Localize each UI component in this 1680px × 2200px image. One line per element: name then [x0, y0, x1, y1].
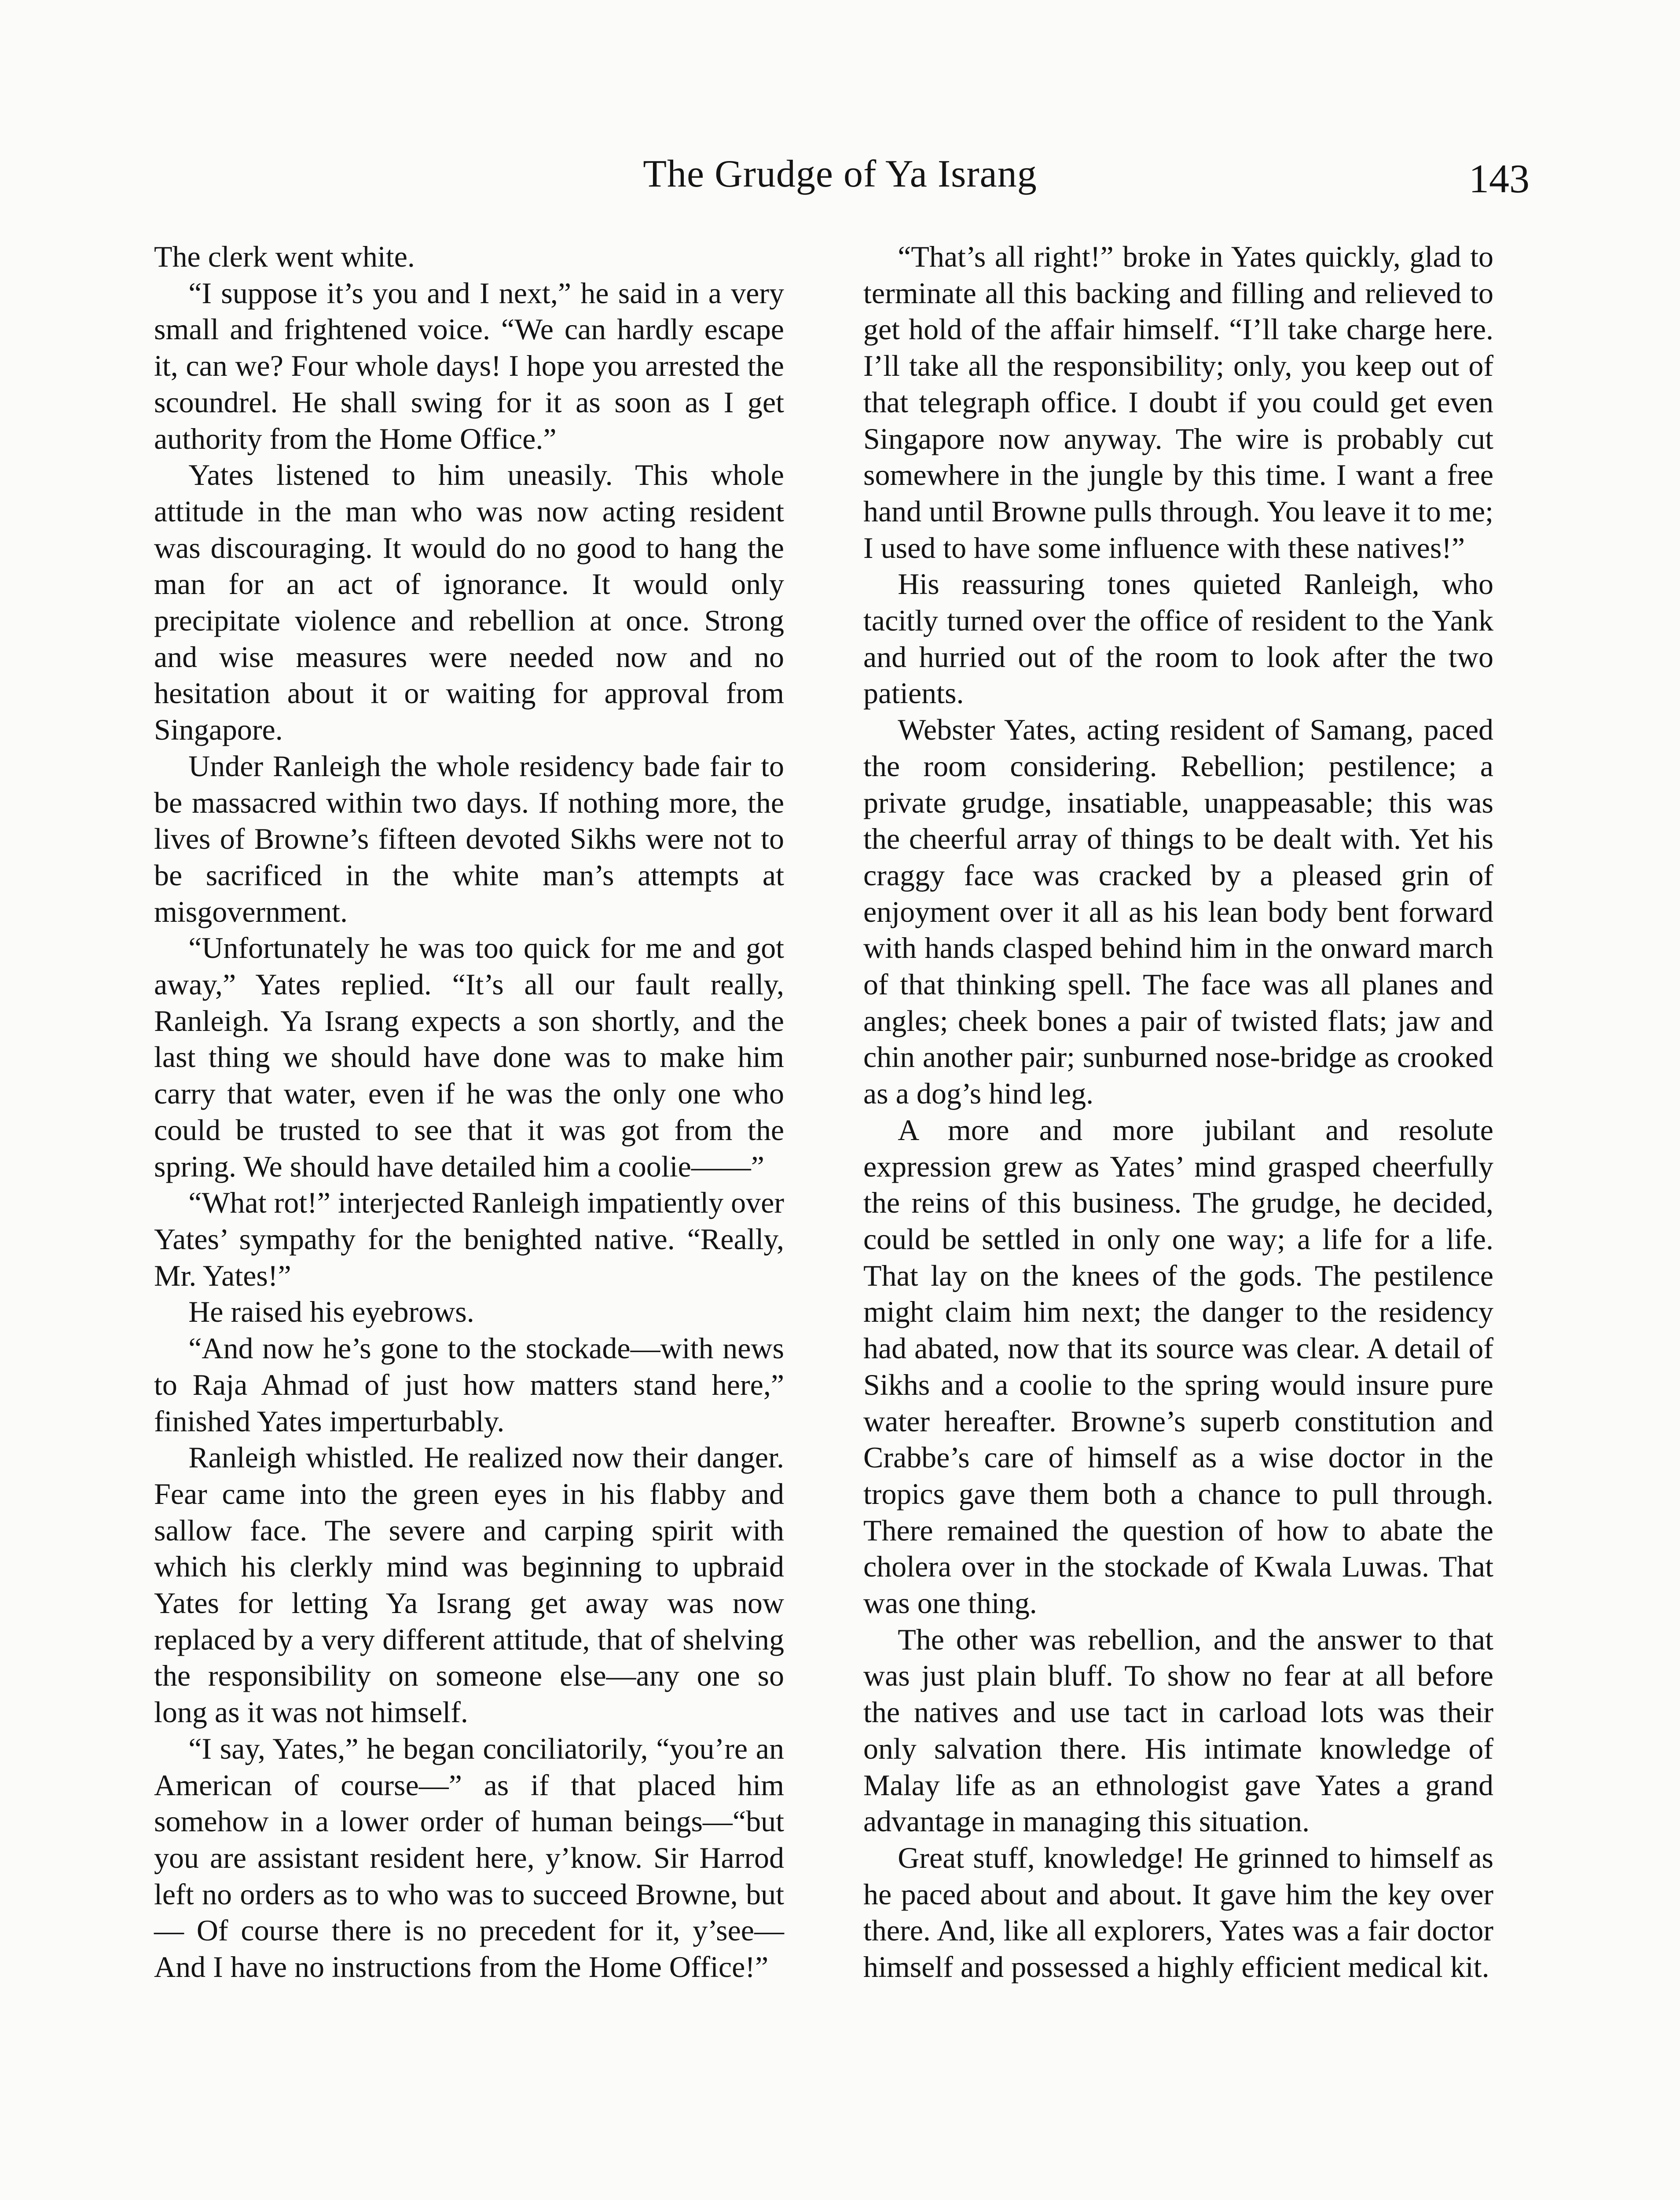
paragraph: His reassuring tones quieted Ranleigh, who tacitly turned over the office of resident to the Yank and hurried out of the room to look after the two patients.	[863, 567, 1493, 710]
paragraph: The other was rebellion, and the answer to that was just plain bluff. To show no fear at all before the natives and use tact in carload lots was their only salvation there. His intimate knowledge of Malay life as an ethnologist gave Yates a grand advantage in managing this situation.	[863, 1622, 1493, 1838]
running-head-title: The Grudge of Ya Israng	[643, 153, 1037, 195]
paragraph: “And now he’s gone to the stockade—with news to Raja Ahmad of just how matters stand here,” finished Yates imperturbably.	[154, 1331, 784, 1438]
paragraph: Under Ranleigh the whole residency bade fair to be massacred within two days. If nothing more, the lives of Browne’s fifteen devoted Sikhs were not to be sacrificed in the white man’s attempts at misgovernment.	[154, 749, 784, 928]
paragraph: The clerk went white.	[154, 240, 415, 273]
paragraph: Yates listened to him uneasily. This whole attitude in the man who was now acting resident was discouraging. It would do no good to hang the man for an act of ignorance. It would only precipitate violence and rebellion at once. Strong and wise measures were needed now and no hesitation about it or waiting for approval from Singapore.	[154, 458, 784, 747]
paragraph: Great stuff, knowledge! He grinned to himself as he paced about and about. It gave him the key over there. And, like all explorers, Yates was a fair doctor himself and possessed a highly efficient medical kit.	[863, 1841, 1493, 1984]
paragraph: “I suppose it’s you and I next,” he said in a very small and frightened voice. “We can hardly escape it, can we? Four whole days! I hope you arrested the scoundrel. He shall swing for it as soon as I get authority from the Home Office.”	[154, 276, 784, 455]
paragraph: “What rot!” interjected Ranleigh impatiently over Yates’ sympathy for the benighted native. “Really, Mr. Yates!”	[154, 1186, 784, 1292]
paragraph: Ranleigh whistled. He realized now their danger. Fear came into the green eyes in his flabby and sallow face. The severe and carping spirit with which his clerkly mind was beginning to upbraid Yates for letting Ya Israng get away was now replaced by a very different attitude, that of shelving the responsibility on someone else—any one so long as it was not himself.	[154, 1441, 784, 1729]
paragraph: Webster Yates, acting resident of Samang, paced the room considering. Rebellion; pestilence; a private grudge, insatiable, unappeasable; this was the cheerful array of things to be dealt with. Yet his craggy face was cracked by a pleased grin of enjoyment over it all as his lean body bent forward with hands clasped behind him in the onward march of that thinking spell. The face was all planes and angles; cheek bones a pair of twisted flats; jaw and chin another pair; sunburned nose-bridge as crooked as a dog’s hind leg.	[863, 713, 1493, 1111]
paragraph: “That’s all right!” broke in Yates quickly, glad to terminate all this backing and filling and relieved to get hold of the affair himself. “I’ll take charge here. I’ll take all the responsibility; only, you keep out of that telegraph office. I doubt if you could get even Singapore now anyway. The wire is probably cut somewhere in the jungle by this time. I want a free hand until Browne pulls through. You leave it to me; I used to have some influence with these natives!”	[863, 240, 1493, 565]
page-number: 143	[1469, 156, 1530, 201]
paragraph: He raised his eyebrows.	[188, 1295, 474, 1329]
left-text-column	[154, 238, 784, 1985]
paragraph: “Unfortunately he was too quick for me and got away,” Yates replied. “It’s all our fault really, Ranleigh. Ya Israng expects a son shortly, and the last thing we should have done was to make him carry that water, even if he was the only one who could be trusted to see that it was got from the spring. We should have detailed him a coolie——”	[154, 931, 784, 1183]
right-text-column	[863, 238, 1493, 1985]
paragraph: A more and more jubilant and resolute expression grew as Yates’ mind grasped cheerfully the reins of this business. The grudge, he decided, could be settled in only one way; a life for a life. That lay on the knees of the gods. The pestilence might claim him next; the danger to the residency had abated, now that its source was clear. A detail of Sikhs and a coolie to the spring would insure pure water hereafter. Browne’s superb constitution and Crabbe’s care of himself as a wise doctor in the tropics gave them both a chance to pull through. There remained the question of how to abate the cholera over in the stockade of Kwala Luwas. That was one thing.	[863, 1113, 1493, 1620]
paragraph: “I say, Yates,” he began conciliatorily, “you’re an American of course—” as if that placed him somehow in a lower order of human beings—“but you are assistant resident here, y’know. Sir Harrod left no orders as to who was to succeed Browne, but— Of course there is no precedent for it, y’see— And I have no instructions from the Home Office!”	[154, 1731, 784, 1984]
